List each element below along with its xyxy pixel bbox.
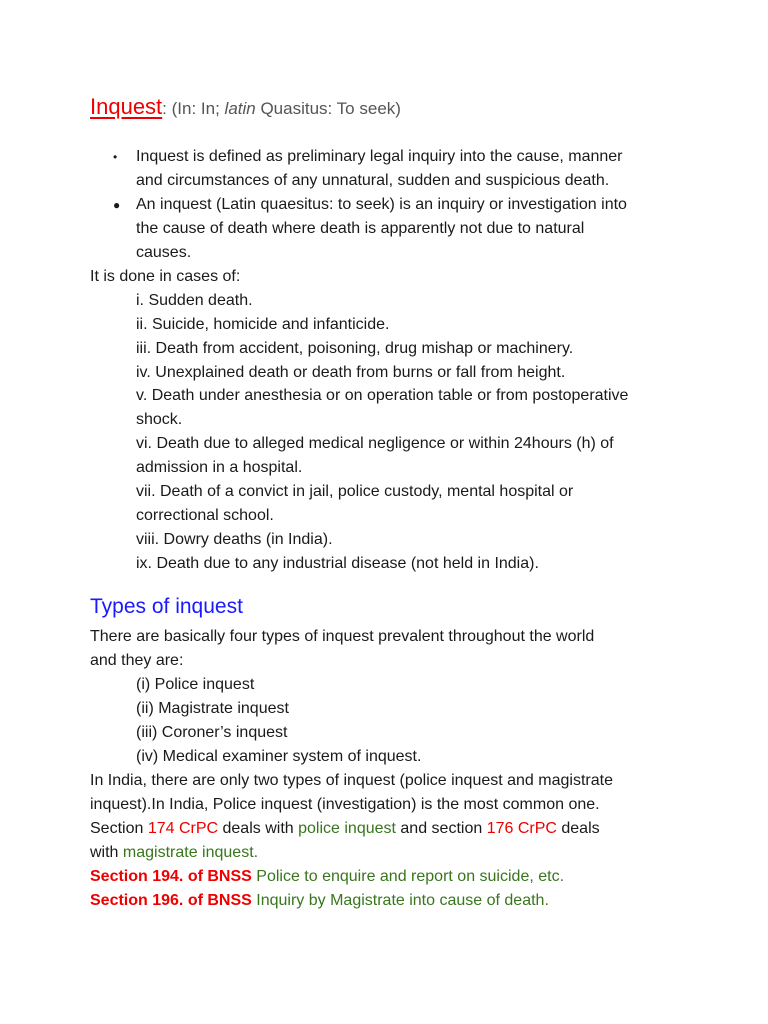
bnss-line	[90, 889, 549, 913]
case-item: correctional school.	[136, 507, 274, 524]
document-title	[90, 92, 401, 124]
india-text-line: inquest).In India, Police inquest (investigation) is the most common one.	[90, 796, 600, 813]
bullet-text-line: causes.	[136, 244, 192, 261]
case-item: shock.	[136, 411, 183, 428]
crpc-sentence	[90, 817, 600, 841]
bnss-line	[90, 865, 564, 889]
police-inquest-ref: police inquest	[298, 820, 396, 837]
crpc-mid: deals with	[218, 820, 299, 837]
type-item: (ii) Magistrate inquest	[136, 700, 289, 717]
bnss-description: Inquiry by Magistrate into cause of death.	[251, 892, 549, 909]
type-item: (iii) Coroner’s inquest	[136, 724, 288, 741]
case-item: v. Death under anesthesia or on operation table or from postoperative	[136, 387, 629, 404]
bullet-text-line: An inquest (Latin quaesitus: to seek) is an inquiry or investigation into	[136, 196, 627, 213]
case-item: iv. Unexplained death or death from burns or fall from height.	[136, 364, 566, 381]
title-word: Inquest	[90, 94, 163, 119]
bullet-icon: ●	[113, 198, 121, 212]
bullet-icon: •	[113, 150, 118, 164]
type-item: (i) Police inquest	[136, 676, 255, 693]
case-item: vii. Death of a convict in jail, police custody, mental hospital or	[136, 483, 574, 500]
case-item: ii. Suicide, homicide and infanticide.	[136, 316, 390, 333]
bnss-description: Police to enquire and report on suicide, etc.	[251, 868, 565, 885]
case-item: viii. Dowry deaths (in India).	[136, 531, 333, 548]
case-item: i. Sudden death.	[136, 292, 253, 309]
case-item: admission in a hospital.	[136, 459, 303, 476]
title-etymology-post: Quasitus: To seek)	[255, 99, 401, 118]
magistrate-inquest-ref: magistrate inquest.	[122, 844, 259, 861]
bullet-text-line: and circumstances of any unnatural, sudden and suspicious death.	[136, 172, 610, 189]
crpc-sentence-cont	[90, 841, 258, 865]
title-etymology-latin: latin	[224, 99, 256, 118]
crpc-174-ref: 174 CrPC	[147, 820, 219, 837]
title-colon: :	[162, 99, 167, 118]
type-item: (iv) Medical examiner system of inquest.	[136, 748, 422, 765]
bullet-text-line: the cause of death where death is apparently not due to natural	[136, 220, 585, 237]
crpc-with: with	[90, 844, 123, 861]
case-item: iii. Death from accident, poisoning, drug mishap or machinery.	[136, 340, 574, 357]
india-text-line: In India, there are only two types of inquest (police inquest and magistrate	[90, 772, 613, 789]
case-item: vi. Death due to alleged medical negligence or within 24hours (h) of	[136, 435, 614, 452]
crpc-mid: and section	[395, 820, 487, 837]
crpc-pre: Section	[90, 820, 148, 837]
bnss-section-ref: Section 196. of BNSS	[90, 892, 252, 909]
cases-intro: It is done in cases of:	[90, 268, 241, 285]
types-intro-line: and they are:	[90, 652, 184, 669]
title-etymology-pre: (In: In;	[166, 99, 225, 118]
case-item: ix. Death due to any industrial disease (not held in India).	[136, 555, 539, 572]
crpc-post: deals	[556, 820, 600, 837]
types-intro-line: There are basically four types of inquest prevalent throughout the world	[90, 628, 595, 645]
types-heading: Types of inquest	[90, 595, 243, 618]
bnss-section-ref: Section 194. of BNSS	[90, 868, 252, 885]
bullet-text-line: Inquest is defined as preliminary legal inquiry into the cause, manner	[136, 148, 623, 165]
crpc-176-ref: 176 CrPC	[486, 820, 557, 837]
